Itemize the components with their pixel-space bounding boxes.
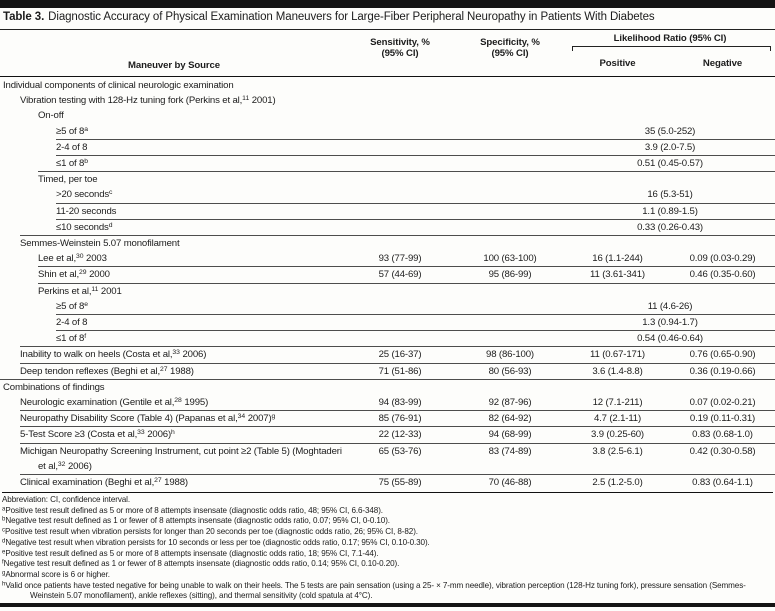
maneuver-label: 5-Test Score ≥3 (Costa et al,$^{33}$ 2006)$^h$ <box>20 429 175 441</box>
title-divider <box>0 29 775 30</box>
footnote: $^g$Abnormal score is 6 or higher. <box>2 569 110 579</box>
negative-lr-value: 0.19 (0.11-0.31) <box>689 413 756 425</box>
table-row <box>0 380 775 395</box>
specificity-value: 94 (68-99) <box>488 429 532 441</box>
maneuver-label: Inability to walk on heels (Costa et al,$^{33}$ 2006) <box>20 349 207 361</box>
specificity-value: 83 (74-89) <box>488 445 532 457</box>
bottom-rule-bar <box>0 603 775 607</box>
positive-lr-value: 4.7 (2.1-11) <box>593 413 642 425</box>
maneuver-label: 2-4 of 8 <box>56 317 88 329</box>
table-body <box>0 78 775 490</box>
column-header-maneuver: Maneuver by Source <box>127 60 221 71</box>
footnote: $^b$Negative test result defined as 1 or fewer of 8 attempts insensate (diagnostic odds ratio, 0.07; 95% CI, 0-0.10). <box>2 516 390 526</box>
likelihood-ratio-value: 0.54 (0.46-0.64) <box>637 333 703 345</box>
likelihood-ratio-spanner-bracket <box>572 46 771 51</box>
negative-lr-value: 0.07 (0.02-0.21) <box>689 397 756 409</box>
specificity-value: 80 (56-93) <box>488 365 532 377</box>
sensitivity-value: 94 (83-99) <box>378 397 422 409</box>
table-number-label: Table 3. <box>3 11 45 23</box>
footnote: $^a$Positive test result defined as 5 or more of 8 attempts insensate (diagnostic odds ratio, 48; 95% CI, 6.6-348). <box>2 505 383 515</box>
maneuver-label: Individual components of clinical neurologic examination <box>3 80 234 91</box>
specificity-line1: Specificity, % <box>480 37 540 48</box>
positive-lr-value: 3.8 (2.5-6.1) <box>592 445 643 457</box>
sensitivity-line1: Sensitivity, % <box>370 37 430 48</box>
column-header-positive: Positive <box>599 58 636 69</box>
footnote: $^e$Positive test result defined as 5 or more of 8 attempts insensate (diagnostic odds ratio, 18; 95% CI, 7.1-44). <box>2 548 379 558</box>
maneuver-label: 11-20 seconds <box>56 205 117 217</box>
maneuver-label: Semmes-Weinstein 5.07 monofilament <box>20 238 180 250</box>
table-row <box>0 331 775 346</box>
table-row <box>0 347 775 362</box>
maneuver-label: ≤1 of 8$^f$ <box>56 333 87 345</box>
maneuver-label: Vibration testing with 128-Hz tuning fork (Perkins et al,$^{11}$ 2001) <box>20 95 276 107</box>
positive-lr-value: 3.6 (1.4-8.8) <box>592 365 643 377</box>
specificity-value: 95 (86-99) <box>488 269 532 281</box>
header-divider <box>0 76 775 77</box>
maneuver-label: Lee et al,$^{30}$ 2003 <box>38 253 107 265</box>
specificity-value: 98 (86-100) <box>486 349 534 361</box>
table-row <box>0 156 775 171</box>
specificity-value: 70 (46-88) <box>488 477 532 489</box>
table-row <box>0 204 775 219</box>
specificity-value: 100 (63-100) <box>483 253 537 265</box>
table-row <box>0 78 775 93</box>
maneuver-label: Deep tendon reflexes (Beghi et al,$^{27}$ 1988) <box>20 365 194 377</box>
sensitivity-value: 85 (76-91) <box>378 413 422 425</box>
table-row <box>0 172 775 187</box>
likelihood-ratio-value: 0.33 (0.26-0.43) <box>637 221 703 233</box>
maneuver-label: ≤1 of 8$^b$ <box>56 158 88 170</box>
footnote: $^d$Negative test result when vibration persists for 10 seconds or less per toe (diagnostic odds ratio, 0.17; 95% CI, 0.10-0.30). <box>2 537 430 547</box>
specificity-value: 82 (64-92) <box>488 413 532 425</box>
table-row <box>0 315 775 330</box>
table-row <box>0 299 775 314</box>
positive-lr-value: 16 (1.1-244) <box>592 253 643 265</box>
negative-lr-value: 0.83 (0.64-1.1) <box>692 477 753 489</box>
table-row <box>0 93 775 108</box>
sensitivity-value: 93 (77-99) <box>378 253 422 265</box>
positive-lr-value: 3.9 (0.25-60) <box>591 429 644 441</box>
footnotes-section <box>2 492 773 602</box>
sensitivity-value: 22 (12-33) <box>378 429 422 441</box>
positive-lr-value: 12 (7.1-211) <box>592 397 643 409</box>
sensitivity-value: 75 (55-89) <box>378 477 422 489</box>
negative-lr-value: 0.46 (0.35-0.60) <box>689 269 756 281</box>
sensitivity-line2: (95% CI) <box>381 48 419 59</box>
table-row <box>0 220 775 235</box>
table-row <box>0 364 775 379</box>
specificity-value: 92 (87-96) <box>488 397 532 409</box>
footnote: $^h$Valid once patients have tested negative for being unable to walk on their heels. The 5 tests are pain sensation (using a 25- × 7-mm needle), vibration perception (128-Hz tuning fork), pressure sensation (Semmes-Weinstein 5.07 monofilament), ankle reflexes (sitting), and thermal sensitivity (cold spatula at 4°C). <box>2 580 746 601</box>
column-header-likelihood-ratio: Likelihood Ratio (95% CI) <box>613 33 727 44</box>
table-row <box>0 411 775 426</box>
positive-lr-value: 2.5 (1.2-5.0) <box>592 477 643 489</box>
table-row <box>0 108 775 123</box>
table-row <box>0 140 775 155</box>
maneuver-label: ≤10 seconds$^d$ <box>56 221 113 233</box>
likelihood-ratio-value: 1.3 (0.94-1.7) <box>642 317 698 329</box>
positive-lr-value: 11 (3.61-341) <box>590 269 645 281</box>
table-row <box>0 236 775 251</box>
maneuver-label: Michigan Neuropathy Screening Instrument, cut point ≥2 (Table 5) (Moghtaderi et al,$^{32}$ 2006) <box>20 445 342 472</box>
table-row <box>0 395 775 410</box>
footnote: Abbreviation: CI, confidence interval. <box>2 495 131 504</box>
table-row <box>0 267 775 282</box>
specificity-line2: (95% CI) <box>491 48 529 59</box>
maneuver-label: On-off <box>38 110 64 122</box>
likelihood-ratio-value: 16 (5.3-51) <box>647 189 693 201</box>
maneuver-label: Combinations of findings <box>3 381 105 393</box>
likelihood-ratio-value: 11 (4.6-26) <box>647 300 693 312</box>
likelihood-ratio-value: 35 (5.0-252) <box>644 125 696 137</box>
negative-lr-value: 0.42 (0.30-0.58) <box>689 445 756 457</box>
sensitivity-value: 25 (16-37) <box>378 349 422 361</box>
maneuver-label: Timed, per toe <box>38 174 98 186</box>
table-title <box>3 11 772 23</box>
positive-lr-value: 11 (0.67-171) <box>590 349 645 361</box>
table-row <box>0 444 775 474</box>
table-title-text: Diagnostic Accuracy of Physical Examination Maneuvers for Large-Fiber Peripheral Neuropathy in Patients With Diabetes <box>48 11 655 23</box>
table-row <box>0 124 775 139</box>
table-row <box>0 284 775 299</box>
maneuver-label: ≥5 of 8$^a$ <box>56 125 88 137</box>
maneuver-label: Shin et al,$^{29}$ 2000 <box>38 269 110 281</box>
column-header-sensitivity <box>345 37 455 59</box>
maneuver-label: Perkins et al,$^{11}$ 2001 <box>38 285 122 297</box>
footnote: $^c$Positive test result when vibration persists for longer than 20 seconds per toe (diagnostic odds ratio, 26; 95% CI, 8-82). <box>2 527 418 537</box>
column-header-specificity <box>455 37 565 59</box>
column-header-negative: Negative <box>702 58 743 69</box>
negative-lr-value: 0.76 (0.65-0.90) <box>689 349 756 361</box>
table-row <box>0 251 775 266</box>
sensitivity-value: 71 (51-86) <box>378 365 422 377</box>
likelihood-ratio-value: 1.1 (0.89-1.5) <box>642 205 698 217</box>
negative-lr-value: 0.09 (0.03-0.29) <box>689 253 756 265</box>
sensitivity-value: 65 (53-76) <box>378 445 422 457</box>
likelihood-ratio-value: 0.51 (0.45-0.57) <box>637 158 703 170</box>
top-rule-bar <box>0 0 775 8</box>
maneuver-label: ≥5 of 8e <box>56 300 88 312</box>
maneuver-label: Neurologic examination (Gentile et al,$^{28}$ 1995) <box>20 397 209 409</box>
sensitivity-value: 57 (44-69) <box>378 269 422 281</box>
table-row <box>0 187 775 202</box>
maneuver-label: Clinical examination (Beghi et al,$^{27}$ 1988) <box>20 477 188 489</box>
maneuver-label: >20 seconds$^c$ <box>56 189 113 201</box>
maneuver-label: 2-4 of 8 <box>56 141 88 153</box>
table-row <box>0 427 775 442</box>
maneuver-label: Neuropathy Disability Score (Table 4) (Papanas et al,$^{34}$ 2007)$^g$ <box>20 413 276 425</box>
table-row <box>0 475 775 490</box>
footnote: $^f$Negative test result defined as 1 or fewer of 8 attempts insensate (diagnostic odds ratio, 0.14; 95% CI, 0.10-0.20). <box>2 559 400 569</box>
likelihood-ratio-value: 3.9 (2.0-7.5) <box>644 141 696 153</box>
negative-lr-value: 0.83 (0.68-1.0) <box>692 429 753 441</box>
negative-lr-value: 0.36 (0.19-0.66) <box>689 365 756 377</box>
